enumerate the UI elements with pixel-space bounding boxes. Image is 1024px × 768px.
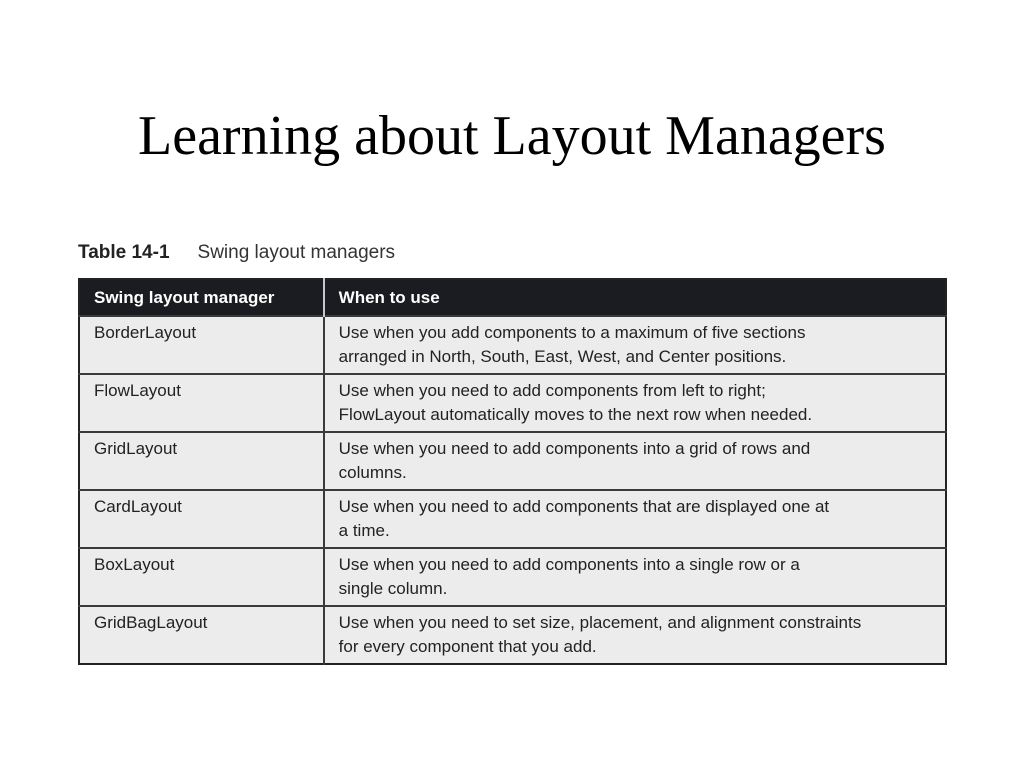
usage-cell (324, 316, 946, 374)
table-header (79, 279, 946, 316)
usage-line: arranged in North, South, East, West, and Center positions. (338, 347, 787, 366)
usage-line: columns. (338, 463, 407, 482)
manager-cell: GridLayout (79, 432, 324, 490)
usage-line: a time. (338, 521, 390, 540)
table-caption (78, 242, 395, 264)
usage-line: Use when you need to add components into a single row or a (338, 555, 800, 574)
manager-cell: FlowLayout (79, 374, 324, 432)
usage-line: Use when you add components to a maximum of five sections (338, 323, 806, 342)
usage-cell (324, 606, 946, 664)
usage-cell (324, 490, 946, 548)
table-caption-text: Swing layout managers (197, 242, 396, 263)
column-header-when-to-use: When to use (324, 279, 946, 316)
table-row (79, 548, 946, 606)
manager-cell: BorderLayout (79, 316, 324, 374)
manager-cell: GridBagLayout (79, 606, 324, 664)
table-row (79, 490, 946, 548)
usage-line: FlowLayout automatically moves to the next row when needed. (338, 405, 813, 424)
usage-cell (324, 548, 946, 606)
table-row (79, 374, 946, 432)
usage-cell (324, 432, 946, 490)
usage-cell (324, 374, 946, 432)
usage-line: Use when you need to set size, placement, and alignment constraints (338, 613, 862, 632)
table-row (79, 606, 946, 664)
column-header-manager: Swing layout manager (79, 279, 324, 316)
table-row (79, 316, 946, 374)
usage-line: for every component that you add. (338, 637, 597, 656)
manager-cell: CardLayout (79, 490, 324, 548)
table-header-row (79, 279, 946, 316)
manager-cell: BoxLayout (79, 548, 324, 606)
usage-line: Use when you need to add components that are displayed one at (338, 497, 830, 516)
slide-title: Learning about Layout Managers (138, 105, 886, 167)
usage-line: Use when you need to add components from left to right; (338, 381, 766, 400)
layout-managers-table (78, 278, 947, 665)
table-row (79, 432, 946, 490)
usage-line: single column. (338, 579, 448, 598)
usage-line: Use when you need to add components into a grid of rows and (338, 439, 811, 458)
table-caption-number: Table 14-1 (78, 242, 170, 263)
table-body (79, 316, 946, 664)
